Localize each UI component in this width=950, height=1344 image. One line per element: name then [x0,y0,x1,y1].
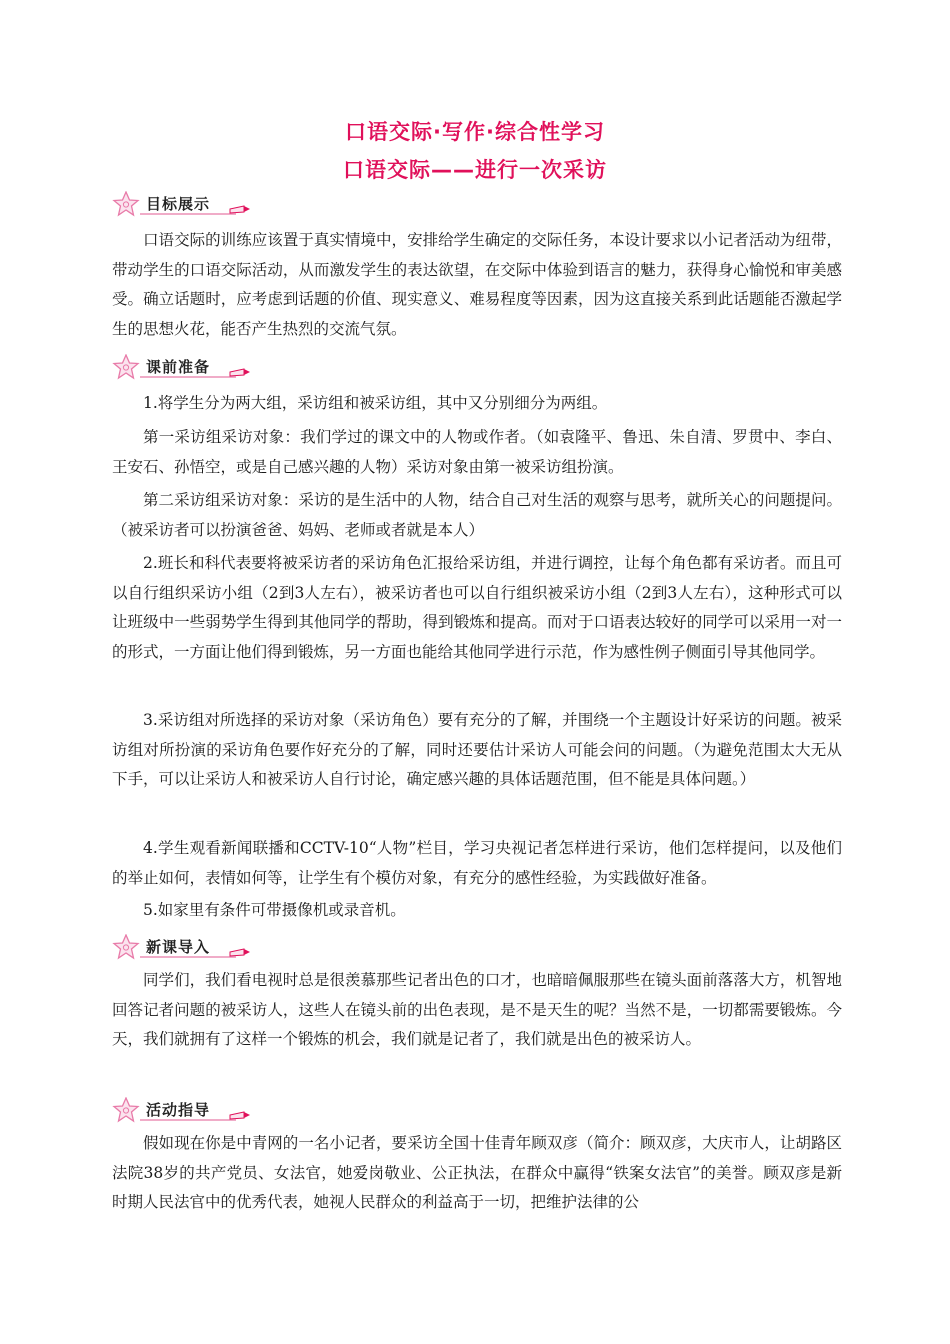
section-header-intro [112,934,252,960]
section-header-prep [112,354,252,380]
paragraph: 第二采访组采访对象：采访的是生活中的人物，结合自己对生活的观察与思考，就所关心的问题提问。（被采访者可以扮演爸爸、妈妈、老师或者就是本人） [112,491,842,539]
section-label: 课前准备 [146,358,211,376]
section-label: 新课导入 [146,938,211,956]
paragraph: 同学们，我们看电视时总是很羡慕那些记者出色的口才，也暗暗佩服那些在镜头面前落落大方，机智地回答记者问题的被采访人，这些人在镜头前的出色表现，是不是天生的呢？当然不是，一切都需要锻炼。今天，我们就拥有了这样一个锻炼的机会，我们就是记者了，我们就是出色的被采访人。 [112,971,842,1049]
page-title: 口语交际·写作·综合性学习 [345,120,605,144]
paragraph: 2.班长和科代表要将被采访者的采访角色汇报给采访组，并进行调控，让每个角色都有采访者。而且可以自行组织采访小组（2到3人左右），被采访者也可以自行组织被采访小组（2到3人左右），这种形式可以让班级中一些弱势学生得到其他同学的帮助，得到锻炼和提高。而对于口语表达较好的同学可以采用一对一的形式，一方面让他们得到锻炼，另一方面也能给其他同学进行示范，作为感性例子侧面引导其他同学。 [112,554,842,661]
page-subtitle: 口语交际——进行一次采访 [343,158,607,182]
section-label: 活动指导 [146,1101,211,1119]
paragraph: 4.学生观看新闻联播和CCTV-10“人物”栏目，学习央视记者怎样进行采访，他们怎样提问，以及他们的举止如何，表情如何等，让学生有个模仿对象，有充分的感性经验，为实践做好准备。 [112,839,842,887]
paragraph: 第一采访组采访对象：我们学过的课文中的人物或作者。（如袁隆平、鲁迅、朱自清、罗贯中、李白、王安石、孙悟空，或是自己感兴趣的人物）采访对象由第一被采访组扮演。 [112,428,842,476]
section-label: 目标展示 [146,195,211,213]
section-header-activity [112,1097,252,1123]
paragraph: 口语交际的训练应该置于真实情境中，安排给学生确定的交际任务，本设计要求以小记者活动为纽带，带动学生的口语交际活动，从而激发学生的表达欲望，在交际中体验到语言的魅力，获得身心愉悦和审美感受。确立话题时，应考虑到话题的价值、现实意义、难易程度等因素，因为这直接关系到此话题能否激起学生的思想火花，能否产生热烈的交流气氛。 [112,231,842,338]
section-header-goal [112,191,252,217]
paragraph: 1.将学生分为两大组，采访组和被采访组，其中又分别细分为两组。 [143,394,608,412]
paragraph: 3.采访组对所选择的采访对象（采访角色）要有充分的了解，并围绕一个主题设计好采访的问题。被采访组对所扮演的采访角色要作好充分的了解，同时还要估计采访人可能会问的问题。（为避免范围太大无从下手，可以让采访人和被采访人自行讨论，确定感兴趣的具体话题范围，但不能是具体问题。） [112,711,842,789]
paragraph: 假如现在你是中青网的一名小记者，要采访全国十佳青年顾双彦（简介：顾双彦，大庆市人，让胡路区法院38岁的共产党员、女法官，她爱岗敬业、公正执法，在群众中赢得“铁案女法官”的美誉。顾双彦是新时期人民法官中的优秀代表，她视人民群众的利益高于一切，把维护法律的公 [112,1134,842,1212]
paragraph: 5.如家里有条件可带摄像机或录音机。 [143,901,406,919]
